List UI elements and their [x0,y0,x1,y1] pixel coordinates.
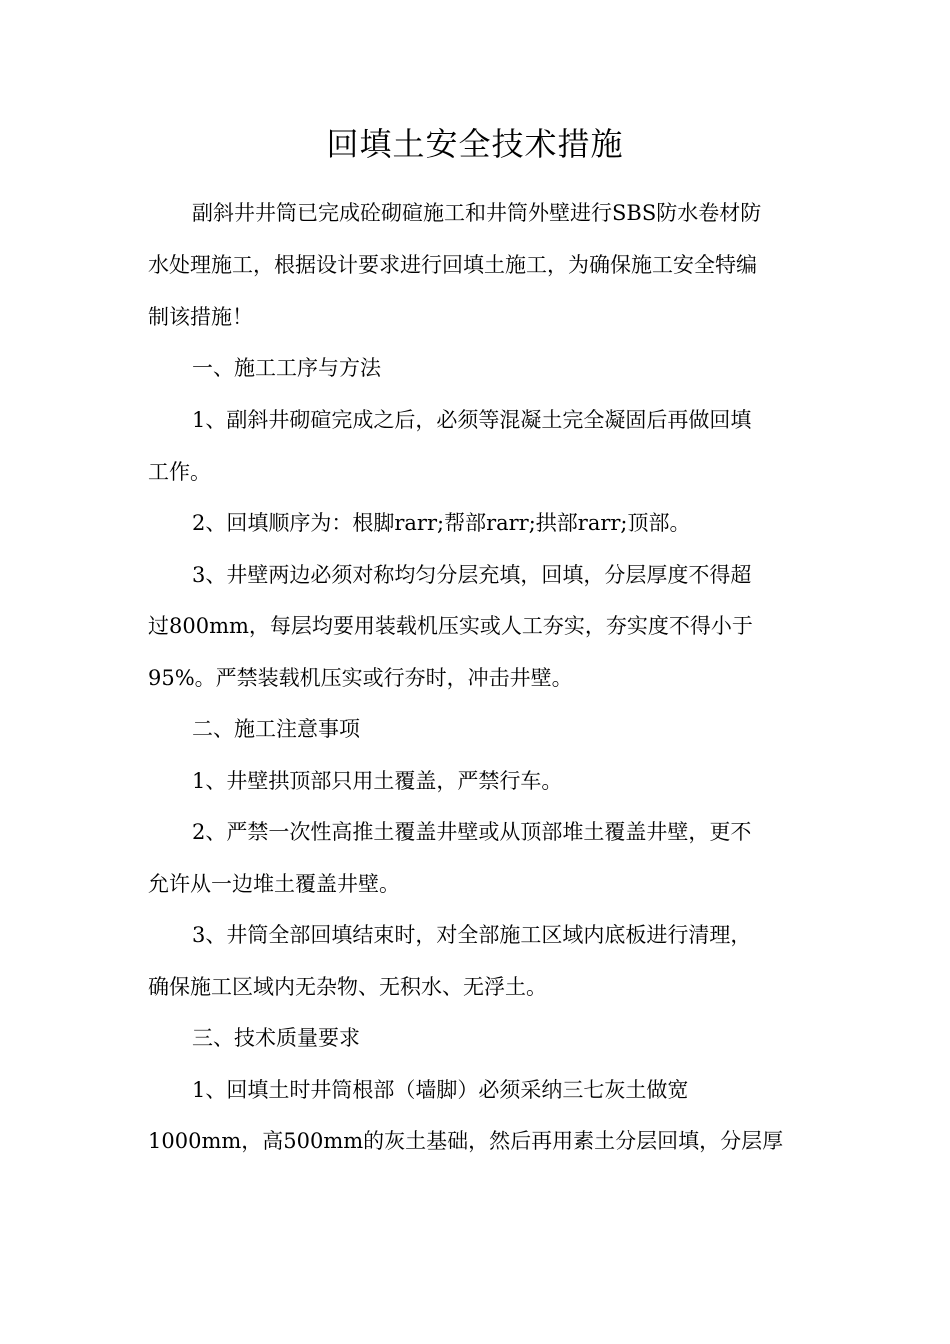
section-heading: 二、施工注意事项 [192,717,360,741]
paragraph-line: 3、井壁两边必须对称均匀分层充填，回填，分层厚度不得超 [192,563,752,587]
paragraph-line: 副斜井井筒已完成砼砌碹施工和井筒外壁进行SBS防水卷材防 [192,201,762,225]
paragraph-line: 确保施工区域内无杂物、无积水、无浮土。 [148,975,547,999]
paragraph-line: 制该措施！ [148,305,253,329]
paragraph-line: 2、回填顺序为：根脚rarr;帮部rarr;拱部rarr;顶部。 [192,511,691,535]
paragraph-line: 水处理施工，根据设计要求进行回填土施工，为确保施工安全特编 [148,253,757,277]
paragraph-line: 3、井筒全部回填结束时，对全部施工区域内底板进行清理， [192,923,752,947]
paragraph-line: 允许从一边堆土覆盖井壁。 [148,872,400,896]
paragraph-line: 1、副斜井砌碹完成之后，必须等混凝土完全凝固后再做回填 [192,408,752,432]
paragraph-line: 1、井壁拱顶部只用土覆盖，严禁行车。 [192,769,563,793]
document-title: 回填土安全技术措施 [326,125,624,163]
section-heading: 三、技术质量要求 [192,1026,360,1050]
paragraph-line: 2、严禁一次性高推土覆盖井壁或从顶部堆土覆盖井壁，更不 [192,820,752,844]
paragraph-line: 工作。 [148,460,211,484]
paragraph-line: 1、回填土时井筒根部（墙脚）必须采纳三七灰土做宽 [192,1078,689,1102]
section-heading: 一、施工工序与方法 [192,356,381,380]
paragraph-line: 1000mm，高500mm的灰土基础，然后再用素土分层回填，分层厚 [148,1129,784,1153]
paragraph-line: 过800mm，每层均要用装载机压实或人工夯实，夯实度不得小于 [148,614,753,638]
paragraph-line: 95%。严禁装载机压实或行夯时，冲击井壁。 [148,666,573,690]
